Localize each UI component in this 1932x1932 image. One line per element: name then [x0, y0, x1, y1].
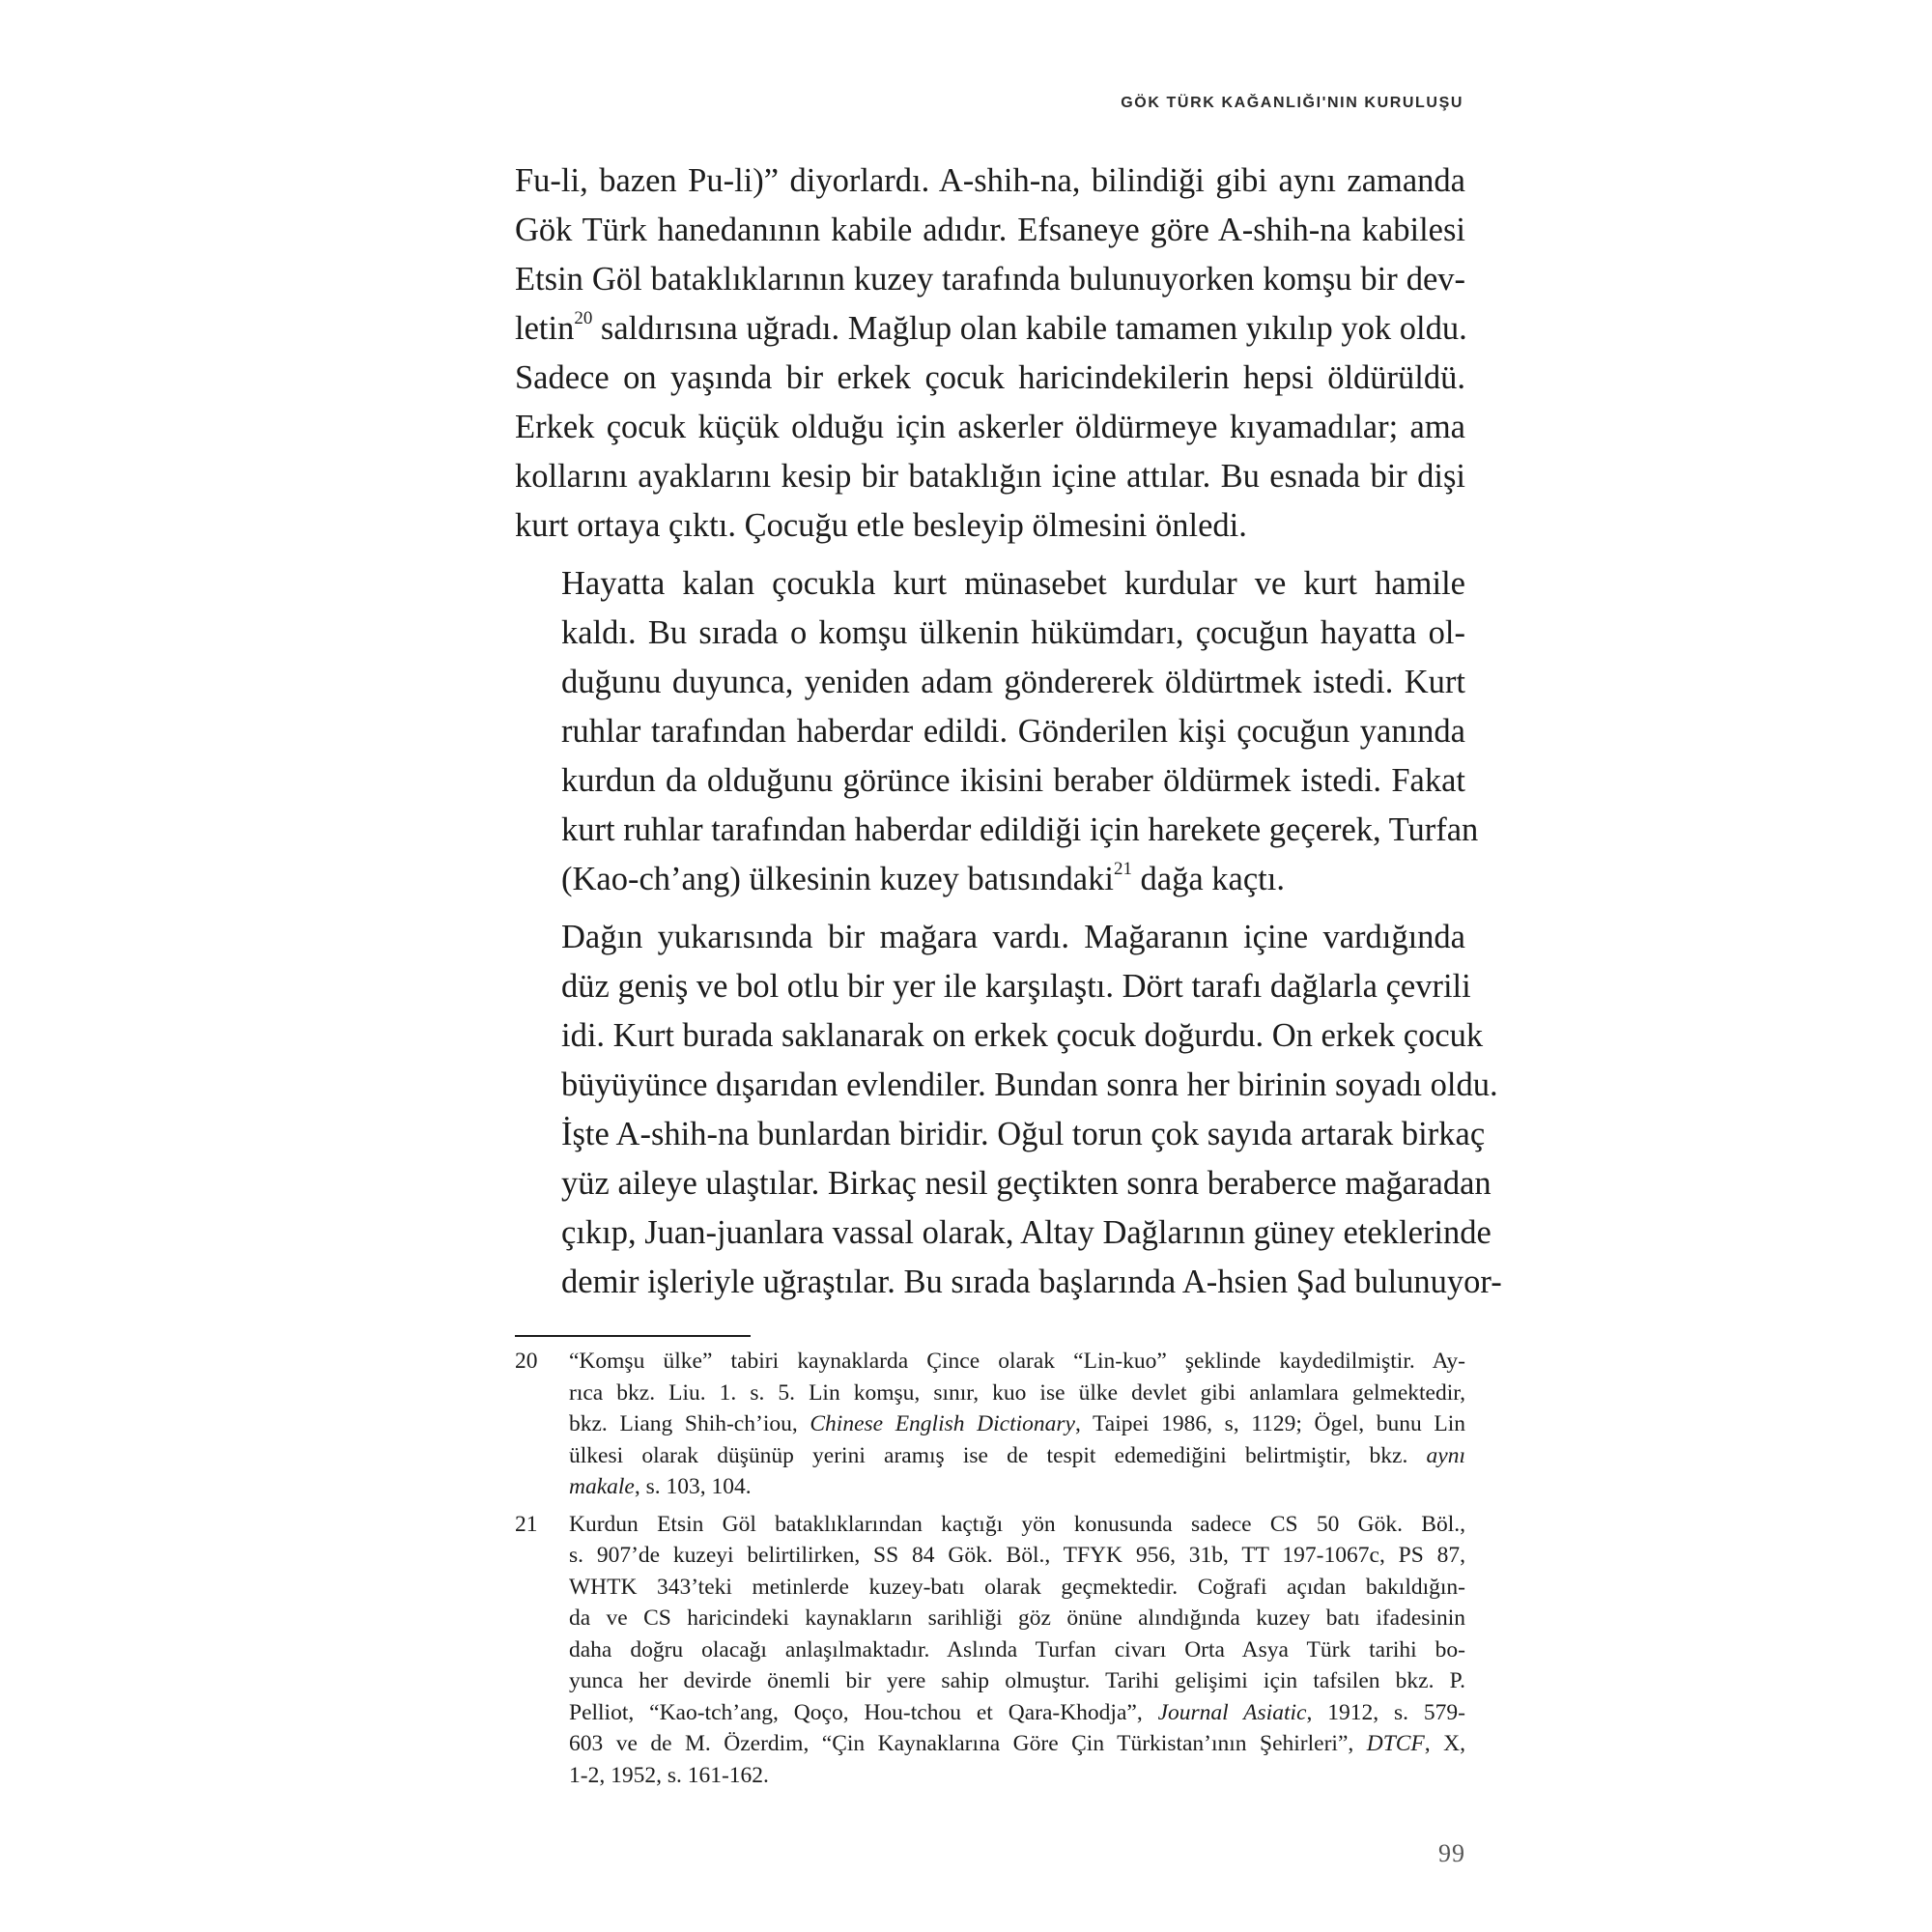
footnote-line: yunca her devirde önemli bir yere sahip olmuştur. Tarihi gelişimi için tafsilen bkz. P.: [569, 1668, 1465, 1693]
text-line: çıkıp, Juan-juanlara vassal olarak, Altay Dağlarının güney eteklerinde: [561, 1214, 1492, 1251]
text-line: demir işleriyle uğraştılar. Bu sırada başlarında A-hsien Şad bulunuyor-: [561, 1264, 1502, 1300]
footnote-number: 21: [515, 1511, 538, 1537]
text-line: Gök Türk hanedanının kabile adıdır. Efsaneye göre A-shih-na kabilesi: [515, 212, 1465, 248]
footnote-number: 20: [515, 1349, 538, 1374]
footnote-line: 1-2, 1952, s. 161-162.: [569, 1762, 769, 1788]
footnote-line: WHTK 343’teki metinlerde kuzey-batı olarak geçmektedir. Coğrafi açıdan bakıldığın-: [569, 1574, 1465, 1600]
footnote-reference[interactable]: 21: [1113, 858, 1132, 879]
paragraph: [515, 156, 1465, 551]
footnote-line: bkz. Liang Shih-ch’iou, Chinese English Dictionary, Taipei 1986, s, 1129; Ögel, bunu Lin: [569, 1411, 1465, 1436]
text-line: yüz aileye ulaştılar. Birkaç nesil geçtikten sonra beraberce mağaradan: [561, 1165, 1492, 1202]
text-line: Fu-li, bazen Pu-li)” diyorlardı. A-shih-na, bilindiği gibi aynı zamanda: [515, 162, 1465, 199]
footnote-line: makale, s. 103, 104.: [569, 1474, 752, 1499]
text-line: kaldı. Bu sırada o komşu ülkenin hükümdarı, çocuğun hayatta ol-: [561, 614, 1465, 651]
paragraph: [515, 913, 1502, 1307]
text-line: idi. Kurt burada saklanarak on erkek çocuk doğurdu. On erkek çocuk: [561, 1017, 1484, 1054]
text-line: Etsin Göl bataklıklarının kuzey tarafında bulunuyorken komşu bir dev-: [515, 261, 1465, 298]
text-line: İşte A-shih-na bunlardan biridir. Oğul torun çok sayıda artarak birkaç: [561, 1116, 1486, 1152]
text-line: (Kao-ch’ang) ülkesinin kuzey batısındaki$^{21}$ dağa kaçtı.: [561, 858, 1285, 897]
footnote-line: da ve CS haricindeki kaynakların sarihliği göz önüne alındığında kuzey batı ifadesinin: [569, 1605, 1465, 1631]
footnotes: [515, 1346, 1465, 1797]
running-head: GÖK TÜRK KAĞANLIĞI'NIN KURULUŞU: [1121, 95, 1463, 111]
footnote: [515, 1509, 1465, 1792]
footnote-rule: [515, 1335, 751, 1337]
page-number: 99: [1438, 1839, 1465, 1867]
text-line: ruhlar tarafından haberdar edildi. Gönderilen kişi çocuğun yanında: [561, 713, 1465, 750]
body-text: [515, 156, 1502, 1316]
footnote-reference[interactable]: 20: [574, 307, 593, 328]
text-line: Hayatta kalan çocukla kurt münasebet kurdular ve kurt hamile: [561, 565, 1465, 602]
footnote-line: daha doğru olacağı anlaşılmaktadır. Aslında Turfan civarı Orta Asya Türk tarihi bo-: [569, 1636, 1465, 1662]
footnote-line: Pelliot, “Kao-tch’ang, Qoço, Hou-tchou et Qara-Khodja”, Journal Asiatic, 1912, s. 579-: [569, 1699, 1465, 1725]
footnote-line: “Komşu ülke” tabiri kaynaklarda Çince olarak “Lin-kuo” şeklinde kaydedilmiştir. Ay-: [569, 1349, 1465, 1374]
footnote-line: Kurdun Etsin Göl bataklıklarından kaçtığı yön konusunda sadece CS 50 Gök. Böl.,: [569, 1511, 1465, 1537]
footnote-line: ülkesi olarak düşünüp yerini aramış ise de tespit edemediğini belirtmiştir, bkz. aynı: [569, 1442, 1465, 1468]
text-line: kurt ortaya çıktı. Çocuğu etle besleyip ölmesini önledi.: [515, 507, 1247, 544]
text-line: duğunu duyunca, yeniden adam göndererek öldürtmek istedi. Kurt: [561, 664, 1465, 700]
footnote-line: 603 ve de M. Özerdim, “Çin Kaynaklarına Göre Çin Türkistan’ının Şehirleri”, DTCF, X,: [569, 1731, 1465, 1756]
footnote-line: s. 907’de kuzeyi belirtilirken, SS 84 Gök. Böl., TFYK 956, 31b, TT 197-1067c, PS 87,: [569, 1543, 1465, 1568]
footnote: [515, 1346, 1465, 1503]
text-line: kurt ruhlar tarafından haberdar edildiği için harekete geçerek, Turfan: [561, 811, 1479, 848]
text-line: büyüyünce dışarıdan evlendiler. Bundan sonra her birinin soyadı oldu.: [561, 1066, 1498, 1103]
text-line: kollarını ayaklarını kesip bir bataklığın içine attılar. Bu esnada bir dişi: [515, 458, 1465, 495]
text-line: kurdun da olduğunu görünce ikisini beraber öldürmek istedi. Fakat: [561, 762, 1465, 799]
text-line: Dağın yukarısında bir mağara vardı. Mağaranın içine vardığında: [561, 919, 1465, 955]
text-line: letin$^{20}$ saldırısına uğradı. Mağlup olan kabile tamamen yıkılıp yok oldu.: [515, 307, 1467, 347]
text-line: Erkek çocuk küçük olduğu için askerler öldürmeye kıyamadılar; ama: [515, 409, 1465, 445]
paragraph: [515, 559, 1479, 904]
text-line: düz geniş ve bol otlu bir yer ile karşılaştı. Dört tarafı dağlarla çevrili: [561, 968, 1471, 1005]
footnote-line: rıca bkz. Liu. 1. s. 5. Lin komşu, sınır, kuo ise ülke devlet gibi anlamlara gelmektedir,: [569, 1379, 1465, 1406]
text-line: Sadece on yaşında bir erkek çocuk haricindekilerin hepsi öldürüldü.: [515, 359, 1465, 396]
